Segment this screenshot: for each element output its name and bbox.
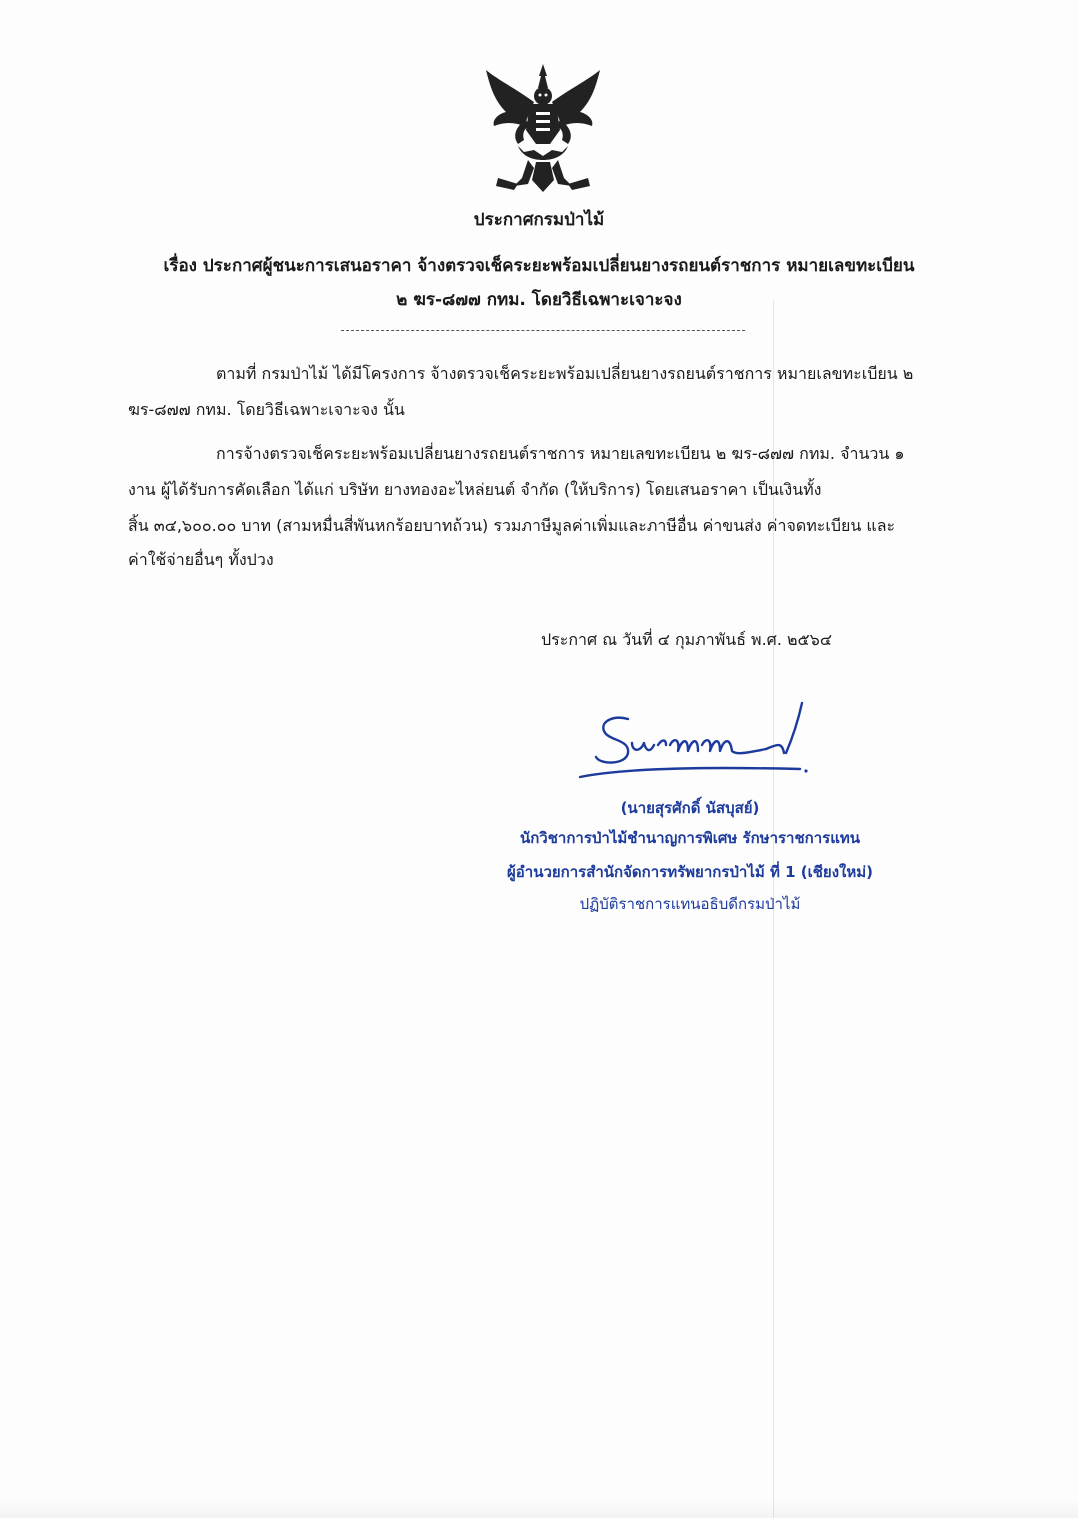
issuing-organization: ประกาศกรมป่าไม้: [473, 210, 605, 230]
signatory-name: (นายสุรศักดิ์ นัสบุสย์): [620, 799, 760, 817]
subject-line-1: เรื่อง ประกาศผู้ชนะการเสนอราคา จ้างตรวจเช็คระยะพร้อมเปลี่ยนยางรถยนต์ราชการ หมายเลขทะเบียน: [163, 256, 915, 276]
paragraph-2-line-1: การจ้างตรวจเช็คระยะพร้อมเปลี่ยนยางรถยนต์ราชการ หมายเลขทะเบียน ๒ ฆร-๘๗๗ กทม. จำนวน ๑: [216, 444, 905, 463]
paragraph-2-line-3: สิ้น ๓๔,๖๐๐.๐๐ บาท (สามหมื่นสี่พันหกร้อยบาทถ้วน) รวมภาษีมูลค่าเพิ่มและภาษีอื่น ค่าขนส่ง ค่าจดทะเบียน และ: [128, 516, 896, 535]
announcement-date: ประกาศ ณ วันที่ ๔ กุมภาพันธ์ พ.ศ. ๒๕๖๔: [541, 630, 832, 649]
paragraph-2-line-2: งาน ผู้ได้รับการคัดเลือก ได้แก่ บริษัท ยางทองอะไหล่ยนต์ จำกัด (ให้บริการ) โดยเสนอราคา เป็นเงินทั้ง: [128, 480, 822, 499]
signatory-position-line-2: ผู้อำนวยการสำนักจัดการทรัพยากรป่าไม้ ที่ 1 (เชียงใหม่): [506, 863, 874, 881]
handwritten-signature: [570, 695, 820, 785]
header-divider: [341, 330, 745, 331]
subject-line-2: ๒ ฆร-๘๗๗ กทม. โดยวิธีเฉพาะเจาะจง: [396, 290, 682, 310]
paragraph-2-line-4: ค่าใช้จ่ายอื่นๆ ทั้งปวง: [128, 550, 274, 569]
scan-edge-shadow: [0, 1498, 1078, 1518]
paragraph-1-line-1: ตามที่ กรมป่าไม้ ได้มีโครงการ จ้างตรวจเช็คระยะพร้อมเปลี่ยนยางรถยนต์ราชการ หมายเลขทะเบียน ๒: [216, 364, 914, 383]
paragraph-1-line-2: ฆร-๘๗๗ กทม. โดยวิธีเฉพาะเจาะจง นั้น: [128, 400, 405, 419]
signatory-position-line-3: ปฏิบัติราชการแทนอธิบดีกรมป่าไม้: [579, 895, 801, 913]
garuda-emblem: [478, 60, 608, 200]
signatory-position-line-1: นักวิชาการป่าไม้ชำนาญการพิเศษ รักษาราชการแทน: [519, 829, 861, 847]
